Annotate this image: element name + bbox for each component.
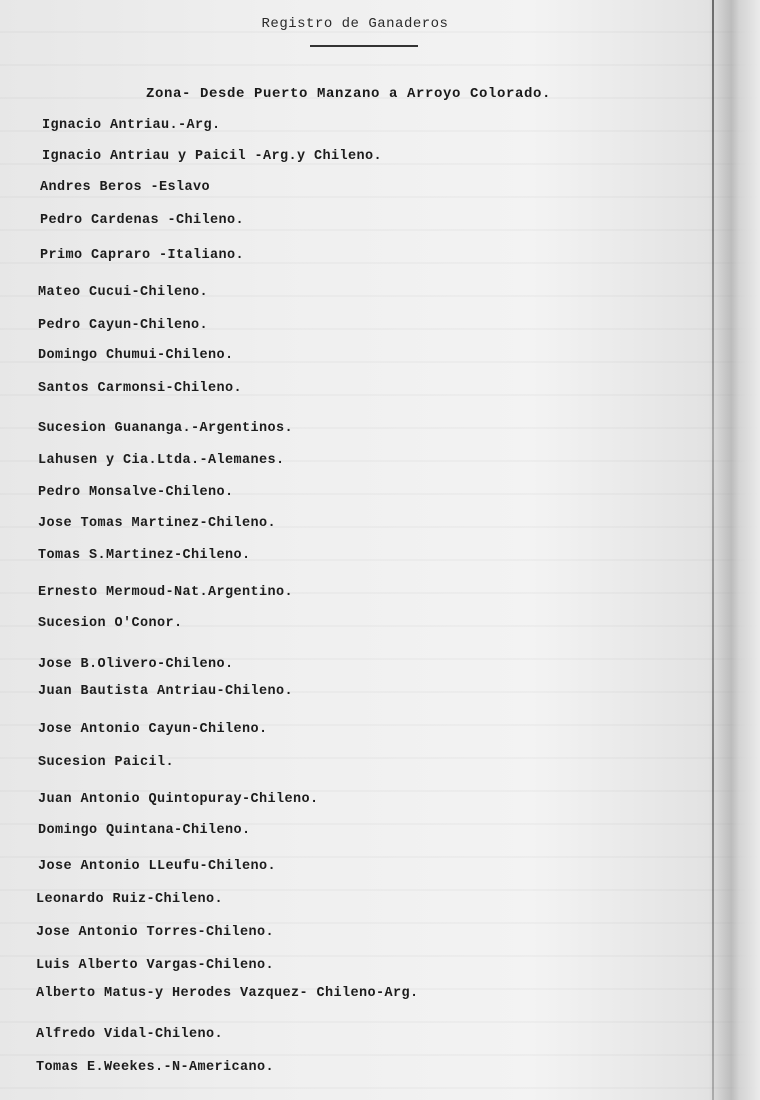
list-item: Alberto Matus-y Herodes Vazquez- Chileno-Arg.: [36, 986, 419, 1001]
list-item: Pedro Monsalve-Chileno.: [38, 485, 234, 500]
list-item: Sucesion Paicil.: [38, 755, 175, 770]
list-item: Primo Capraro -Italiano.: [40, 248, 245, 263]
list-item: Domingo Quintana-Chileno.: [38, 823, 251, 838]
page-fold-line: [712, 0, 714, 1100]
list-item: Alfredo Vidal-Chileno.: [36, 1027, 224, 1042]
worn-page-edge: [708, 0, 760, 1100]
list-item: Juan Antonio Quintopuray-Chileno.: [38, 792, 319, 807]
list-item: Ernesto Mermoud-Nat.Argentino.: [38, 585, 294, 600]
list-item: Tomas S.Martinez-Chileno.: [38, 548, 251, 563]
list-item: Domingo Chumui-Chileno.: [38, 348, 234, 363]
list-item: Jose Antonio Cayun-Chileno.: [38, 722, 268, 737]
list-item: Leonardo Ruiz-Chileno.: [36, 892, 224, 907]
list-item: Luis Alberto Vargas-Chileno.: [36, 958, 275, 973]
list-item: Jose Antonio LLeufu-Chileno.: [38, 859, 277, 874]
list-item: Sucesion Guananga.-Argentinos.: [38, 421, 294, 436]
list-item: Sucesion O'Conor.: [38, 616, 183, 631]
list-item: Jose Antonio Torres-Chileno.: [36, 925, 275, 940]
list-item: Andres Beros -Eslavo: [40, 180, 211, 195]
list-item: Jose Tomas Martinez-Chileno.: [38, 516, 277, 531]
zone-heading: Zona- Desde Puerto Manzano a Arroyo Colorado.: [146, 86, 552, 102]
list-item: Pedro Cayun-Chileno.: [38, 318, 209, 333]
document-title: Registro de Ganaderos: [261, 16, 449, 32]
list-item: Ignacio Antriau.-Arg.: [42, 118, 221, 133]
list-item: Pedro Cardenas -Chileno.: [40, 213, 245, 228]
list-item: Jose B.Olivero-Chileno.: [38, 657, 234, 672]
list-item: Ignacio Antriau y Paicil -Arg.y Chileno.: [42, 149, 383, 164]
list-item: Santos Carmonsi-Chileno.: [38, 381, 243, 396]
list-item: Lahusen y Cia.Ltda.-Alemanes.: [38, 453, 285, 468]
list-item: Mateo Cucui-Chileno.: [38, 285, 209, 300]
list-item: Tomas E.Weekes.-N-Americano.: [36, 1060, 275, 1075]
list-item: Juan Bautista Antriau-Chileno.: [38, 684, 294, 699]
